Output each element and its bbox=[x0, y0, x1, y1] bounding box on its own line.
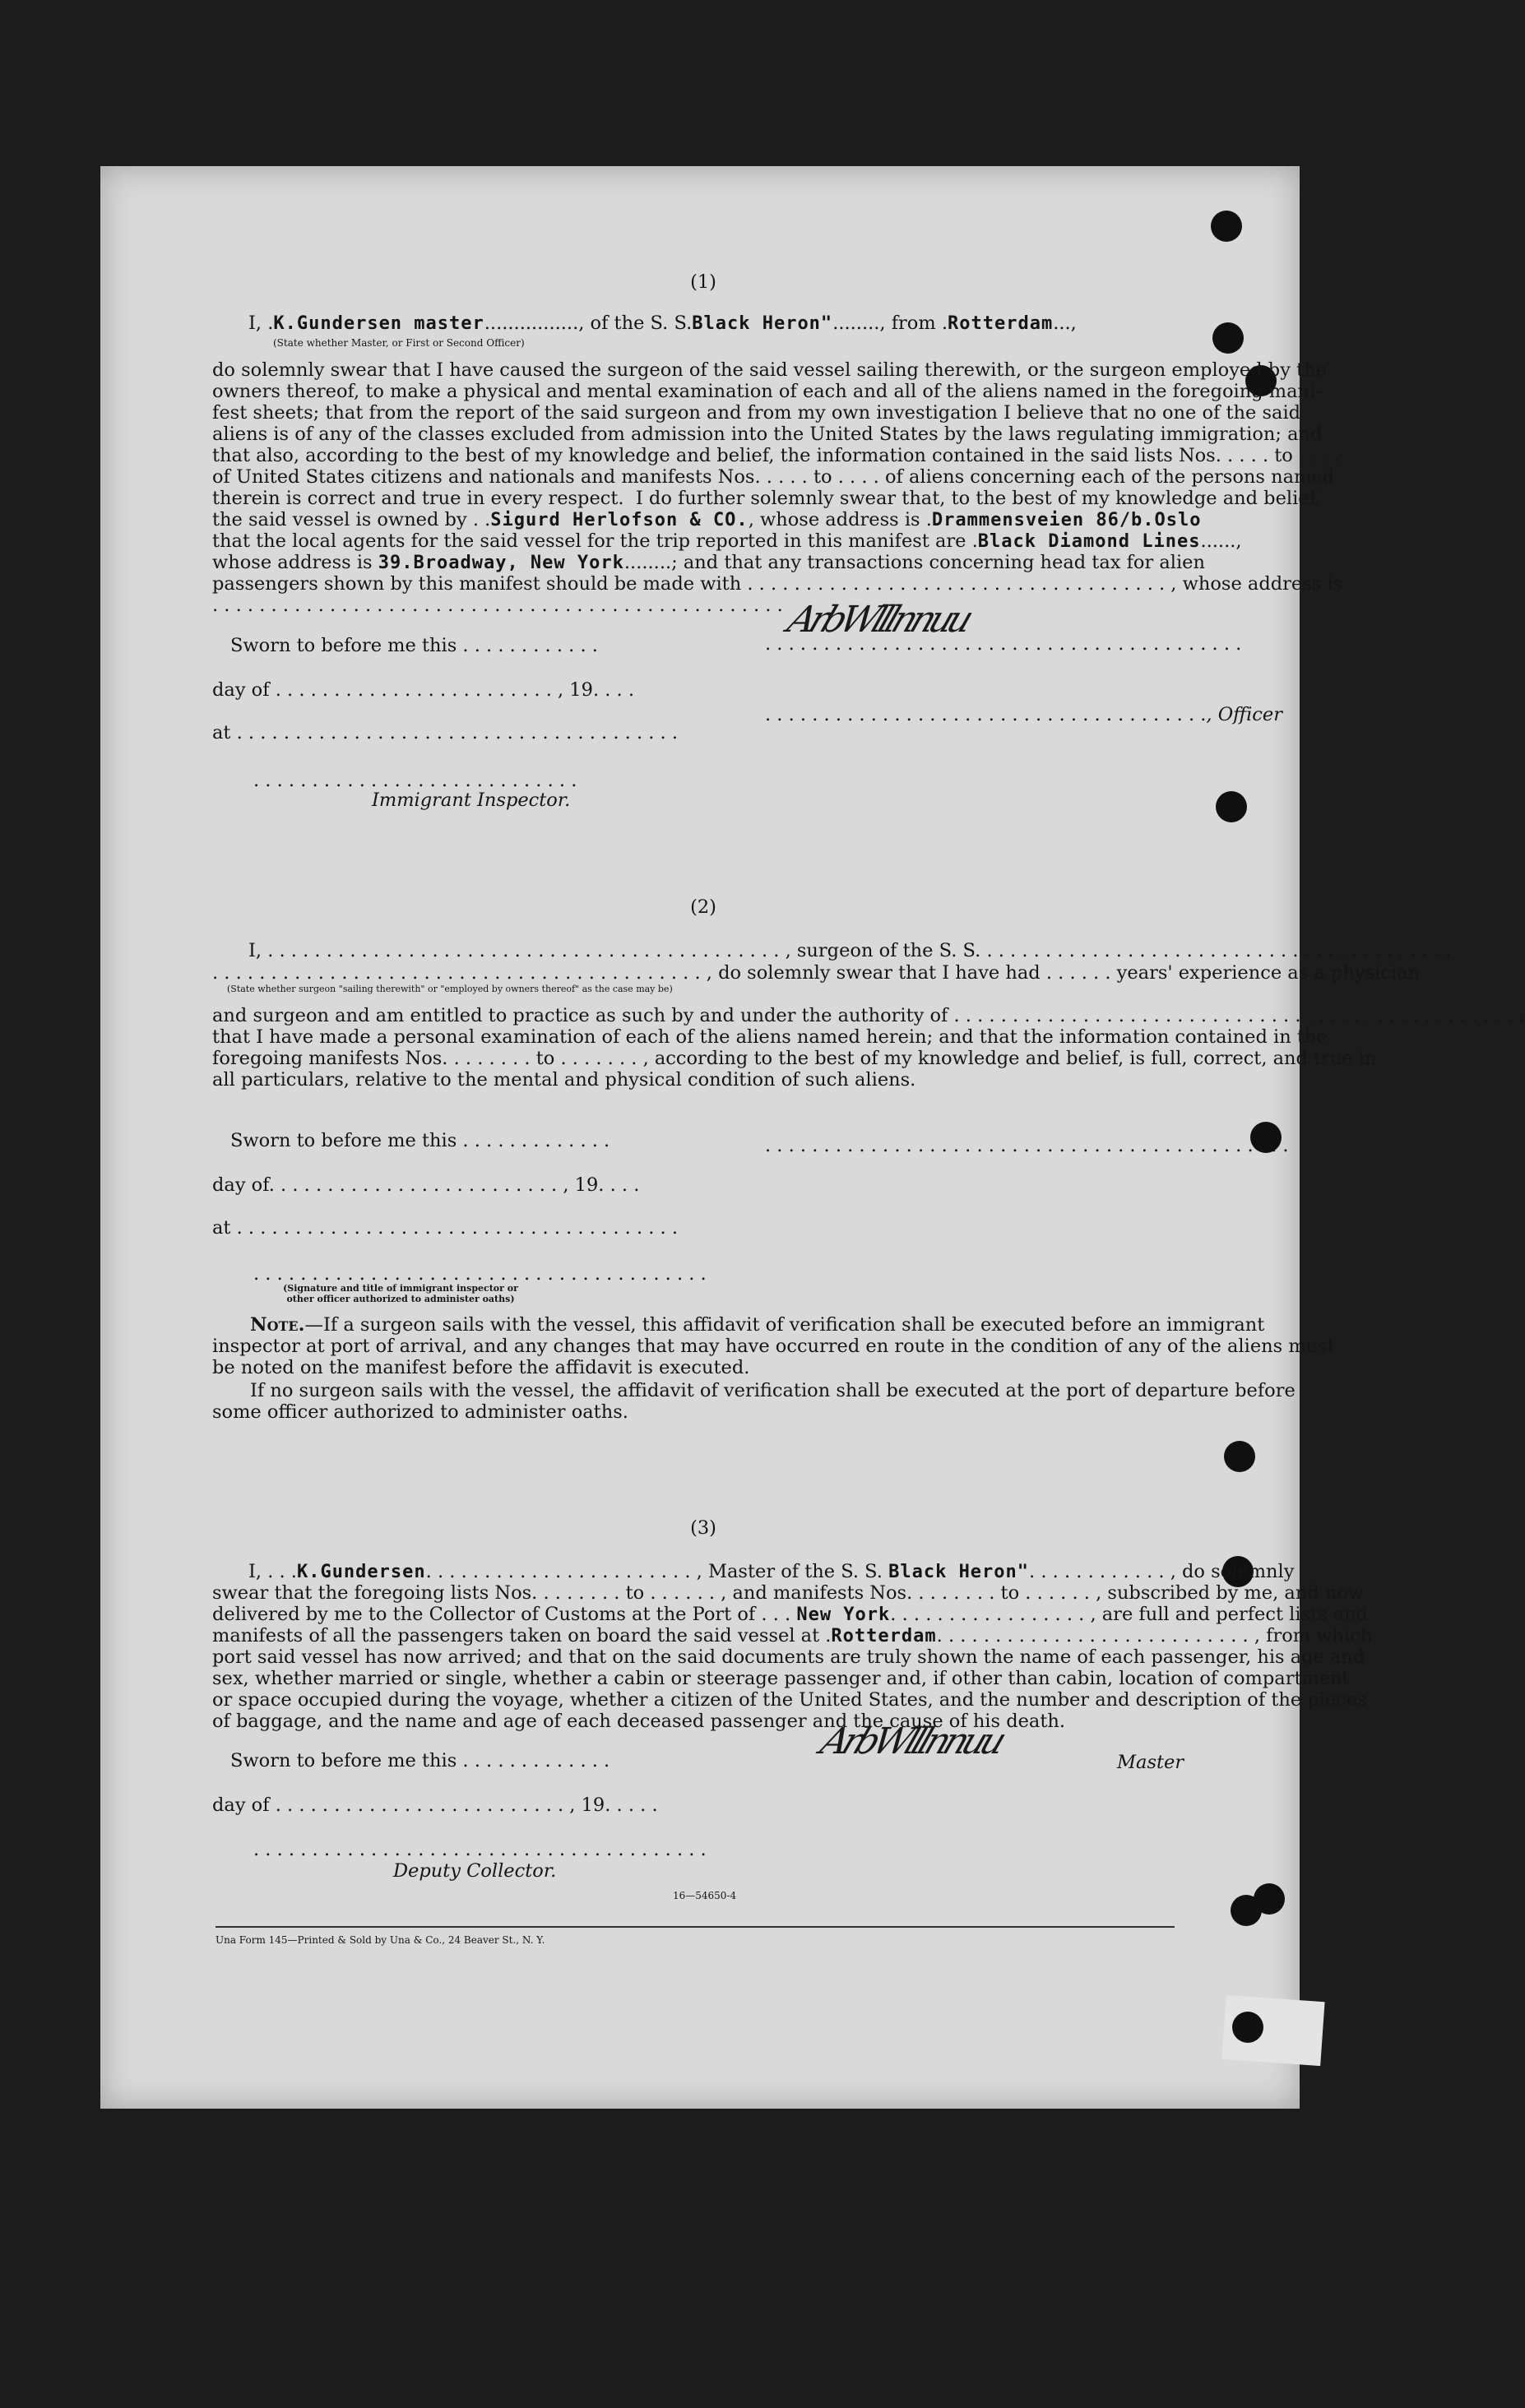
section-2-day: day of. . . . . . . . . . . . . . . . . . . . . . . . . , 19. . . . bbox=[212, 1174, 640, 1196]
punch-hole bbox=[1232, 2012, 1263, 2043]
agents-address-line: whose address is 39.Broadway, New York........; and that any transactions concerning head tax for alien bbox=[212, 552, 1205, 573]
section-1-sworn: Sworn to before me this . . . . . . . . . . . . bbox=[230, 635, 598, 656]
official-dotted-line: . . . . . . . . . . . . . . . . . . . . . . . . . . . . . . . . . . . . . . . bbox=[253, 1263, 707, 1285]
immigrant-inspector-label: Immigrant Inspector. bbox=[372, 790, 571, 811]
form-code: 16—54650-4 bbox=[673, 1890, 737, 1901]
body-line: sex, whether married or single, whether a cabin or steerage passenger and, if other than cabin, location of compartment bbox=[212, 1668, 1350, 1689]
note-line: be noted on the manifest before the affidavit is executed. bbox=[212, 1357, 750, 1378]
official-caption: other officer authorized to administer oaths) bbox=[286, 1294, 515, 1304]
officer-line: . . . . . . . . . . . . . . . . . . . . . . . . . . . . . . . . . . . . . ., Officer bbox=[765, 704, 1282, 725]
lists-line: swear that the foregoing lists Nos. . . . . . . . to . . . . . . , and manifests Nos. . . . . . . . to . . . . . . , subscribed by me, and now bbox=[212, 1582, 1365, 1604]
body-line: port said vessel has now arrived; and that on the said documents are truly shown the name of each passenger, his age and bbox=[212, 1646, 1365, 1668]
surgeon-line: I, . . . . . . . . . . . . . . . . . . . . . . . . . . . . . . . . . . . . . . . . . . . . , surgeon of the S. S. . . . . . . . . . . . . . . . . . . . . . . . . . . . . . . . . . . . . . . . , bbox=[248, 940, 1452, 961]
note-line: Note.—If a surgeon sails with the vessel, this affidavit of verification shall be executed before an immigrant bbox=[250, 1314, 1265, 1336]
section-3-number: (3) bbox=[690, 1517, 716, 1539]
punch-hole bbox=[1212, 322, 1244, 354]
dotted-line: . . . . . . . . . . . . . . . . . . . . . . . . . . . . . . . . . . . . . . . . . . . . . . . . . bbox=[212, 595, 783, 616]
master-name-typed: K.Gundersen bbox=[296, 1562, 426, 1582]
official-caption: (Signature and title of immigrant inspector or bbox=[283, 1283, 518, 1294]
body-line: of baggage, and the name and age of each deceased passenger and the cause of his death. bbox=[212, 1711, 1066, 1732]
owner-typed: Sigurd Herlofson & CO. bbox=[490, 510, 749, 530]
footer-rule bbox=[216, 1926, 1175, 1928]
master-signature-3: ArbWlllnnuu bbox=[814, 1720, 1008, 1762]
surgeon-line-2: . . . . . . . . . . . . . . . . . . . . . . . . . . . . . . . . . . . . . . . . . . , do solemnly swear that I have had . . . . . . years' experience as a physician bbox=[212, 962, 1421, 984]
note-2-line: some officer authorized to administer oaths. bbox=[212, 1401, 628, 1423]
section-2-at: at . . . . . . . . . . . . . . . . . . . . . . . . . . . . . . . . . . . . . . bbox=[212, 1217, 679, 1239]
punch-hole bbox=[1224, 1441, 1255, 1472]
section-2-number: (2) bbox=[690, 896, 716, 918]
surgeon-caption: (State whether surgeon "sailing therewith" or "employed by owners thereof" as the case may be) bbox=[227, 984, 673, 994]
note-2-line: If no surgeon sails with the vessel, the affidavit of verification shall be executed at the port of departure before bbox=[250, 1380, 1296, 1401]
body-line: of United States citizens and nationals and manifests Nos. . . . . to . . . . of aliens concerning each of the persons named bbox=[212, 466, 1335, 488]
body-line: or space occupied during the voyage, whether a citizen of the United States, and the number and description of the pieces bbox=[212, 1689, 1367, 1711]
body-line: aliens is of any of the classes excluded from admission into the United States by the laws regulating immigration; and bbox=[212, 424, 1323, 445]
vessel-name-typed: Black Heron" bbox=[692, 313, 833, 334]
owner-address-typed: Drammensveien 86/b.Oslo bbox=[931, 510, 1202, 530]
body-line: fest sheets; that from the report of the said surgeon and from my own investigation I believe that no one of the said bbox=[212, 402, 1301, 424]
section-1-day: day of . . . . . . . . . . . . . . . . . . . . . . . . , 19. . . . bbox=[212, 679, 635, 701]
body-line: that also, according to the best of my knowledge and belief, the information contained in the said lists Nos. . . . . to . . . . bbox=[212, 445, 1341, 466]
section-1-at: at . . . . . . . . . . . . . . . . . . . . . . . . . . . . . . . . . . . . . . bbox=[212, 722, 679, 743]
body-line: therein is correct and true in every respect. I do further solemnly swear that, to the best of my knowledge and belief, bbox=[212, 488, 1322, 509]
master-signature-1: ArbWlllnnuu bbox=[781, 599, 976, 641]
boarding-port-typed: Rotterdam bbox=[831, 1626, 937, 1646]
printer-footer: Una Form 145—Printed & Sold by Una & Co., 24 Beaver St., N. Y. bbox=[216, 1934, 545, 1946]
agents-line: that the local agents for the said vessel for the trip reported in this manifest are .Black Diamond Lines......, bbox=[212, 530, 1242, 552]
note-label: Note. bbox=[250, 1314, 305, 1336]
collector-dotted-line: . . . . . . . . . . . . . . . . . . . . . . . . . . . . . . . . . . . . . . . bbox=[253, 1839, 707, 1860]
punch-hole bbox=[1216, 791, 1247, 822]
inspector-dotted-line: . . . . . . . . . . . . . . . . . . . . . . . . . . . . bbox=[253, 770, 577, 791]
body-line: do solemnly swear that I have caused the surgeon of the said vessel sailing therewith, or the surgeon employed by the bbox=[212, 359, 1327, 381]
agents-address-typed: 39.Broadway, New York bbox=[378, 553, 624, 573]
section-3-master-line: I, . . .K.Gundersen. . . . . . . . . . . . . . . . . . . . . . . , Master of the S. S. Black Heron". . . . . . . . . . . . , do solemnly bbox=[248, 1561, 1295, 1582]
section-3-sworn: Sworn to before me this . . . . . . . . . . . . . bbox=[230, 1750, 610, 1771]
deputy-collector-label: Deputy Collector. bbox=[393, 1860, 557, 1882]
note-line: inspector at port of arrival, and any changes that may have occurred en route in the condition of any of the aliens must bbox=[212, 1336, 1335, 1357]
departure-port-typed: Rotterdam bbox=[947, 313, 1054, 334]
boarding-port-line: manifests of all the passengers taken on board the said vessel at .Rotterdam. . . . . . . . . . . . . . . . . . . . . . . . . . . , from which bbox=[212, 1625, 1373, 1646]
owner-line: the said vessel is owned by . .Sigurd Herlofson & CO., whose address is .Drammensveien 86/b.Oslo bbox=[212, 509, 1202, 530]
vessel-name-typed: Black Heron" bbox=[888, 1562, 1030, 1582]
passengers-line: passengers shown by this manifest should be made with . . . . . . . . . . . . . . . . . . . . . . . . . . . . . . . . . . . . , whose address is bbox=[212, 573, 1343, 595]
collector-port-line: delivered by me to the Collector of Customs at the Port of . . . New York. . . . . . . . . . . . . . . . . , are full and perfect lists and bbox=[212, 1604, 1369, 1625]
punch-hole bbox=[1254, 1883, 1285, 1915]
section-1-number: (1) bbox=[690, 271, 716, 293]
section-3-day: day of . . . . . . . . . . . . . . . . . . . . . . . . . , 19. . . . . bbox=[212, 1794, 658, 1816]
body-line: owners thereof, to make a physical and mental examination of each and all of the aliens named in the foregoing mani- bbox=[212, 381, 1322, 402]
body-line: foregoing manifests Nos. . . . . . . . to . . . . . . . , according to the best of my knowledge and belief, is full, correct, and true in bbox=[212, 1048, 1377, 1069]
surgeon-signature-line: . . . . . . . . . . . . . . . . . . . . . . . . . . . . . . . . . . . . . . . . . . . . . bbox=[765, 1135, 1289, 1156]
master-label: Master bbox=[1117, 1752, 1184, 1773]
punch-hole bbox=[1211, 211, 1242, 242]
signature-dotted-line: . . . . . . . . . . . . . . . . . . . . . . . . . . . . . . . . . . . . . . . . . bbox=[765, 633, 1242, 655]
section-1-master-line: I, .K.Gundersen master................, of the S. S.Black Heron"........, from .Rotterdam..., bbox=[248, 313, 1077, 334]
body-line: and surgeon and am entitled to practice as such by and under the authority of . . . . . . . . . . . . . . . . . . . . . . . . . . . . . . . . . . . . . . . . . . . . . . . . ; bbox=[212, 1005, 1525, 1026]
agents-typed: Black Diamond Lines bbox=[977, 531, 1201, 552]
master-line-caption: (State whether Master, or First or Second Officer) bbox=[273, 337, 525, 349]
body-line: that I have made a personal examination of each of the aliens named herein; and that the information contained in the bbox=[212, 1026, 1328, 1048]
master-name-typed: K.Gundersen master bbox=[273, 313, 484, 334]
arrival-port-typed: New York bbox=[796, 1605, 891, 1625]
section-2-sworn: Sworn to before me this . . . . . . . . . . . . . bbox=[230, 1130, 610, 1151]
body-line: all particulars, relative to the mental and physical condition of such aliens. bbox=[212, 1069, 916, 1091]
